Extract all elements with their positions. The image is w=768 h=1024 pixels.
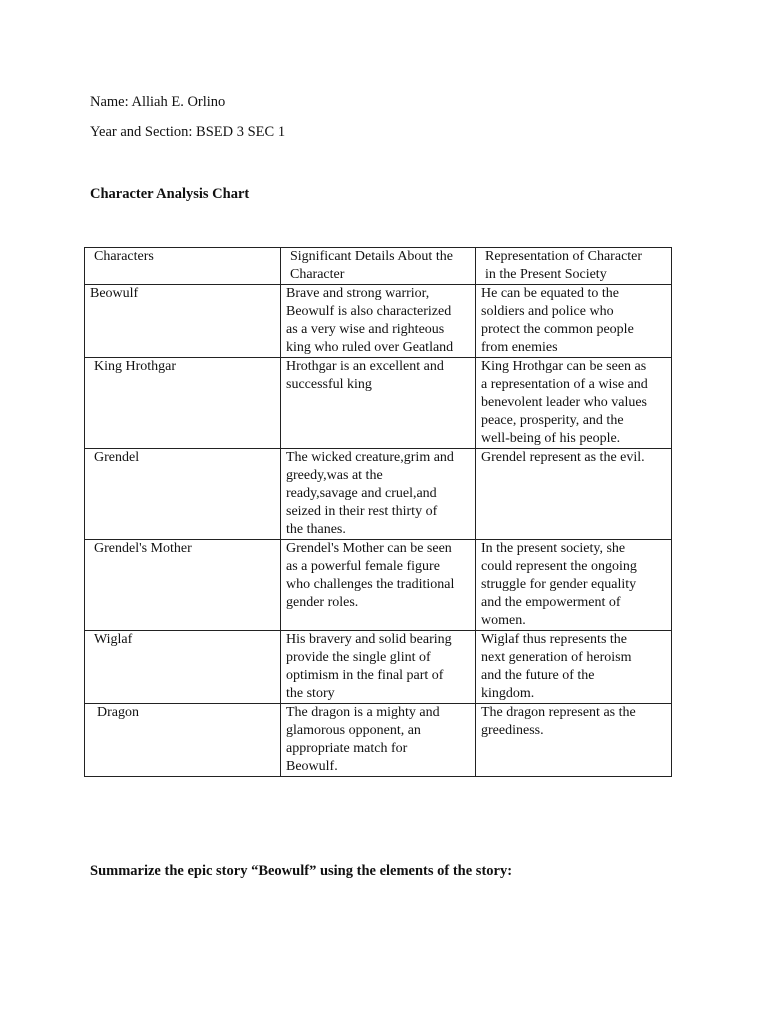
character-details: Grendel's Mother can be seen as a powerful female figure who challenges the traditional gender roles. <box>281 540 476 631</box>
header-characters: Characters <box>85 248 281 285</box>
table-row <box>85 631 672 704</box>
character-details: Hrothgar is an excellent and successful king <box>281 358 476 449</box>
summary-prompt: Summarize the epic story “Beowulf” using the elements of the story: <box>90 863 513 879</box>
character-representation: King Hrothgar can be seen as a representation of a wise and benevolent leader who values peace, prosperity, and the well-being of his people. <box>476 358 672 449</box>
character-representation: In the present society, she could represent the ongoing struggle for gender equality and the empowerment of women. <box>476 540 672 631</box>
header-significant-details: Significant Details About the Character <box>281 248 476 285</box>
table-row <box>85 540 672 631</box>
character-analysis-table <box>84 247 672 777</box>
table-header-row <box>85 248 672 285</box>
character-details: His bravery and solid bearing provide the single glint of optimism in the final part of the story <box>281 631 476 704</box>
header-representation: Representation of Character in the Present Society <box>476 248 672 285</box>
character-name: Wiglaf <box>85 631 281 704</box>
table-row <box>85 449 672 540</box>
table-row <box>85 358 672 449</box>
character-representation: Wiglaf thus represents the next generation of heroism and the future of the kingdom. <box>476 631 672 704</box>
character-name: Grendel <box>85 449 281 540</box>
character-details: The wicked creature,grim and greedy,was at the ready,savage and cruel,and seized in their rest thirty of the thanes. <box>281 449 476 540</box>
character-name: Dragon <box>85 704 281 777</box>
character-representation: The dragon represent as the greediness. <box>476 704 672 777</box>
chart-title: Character Analysis Chart <box>90 186 250 202</box>
character-details: The dragon is a mighty and glamorous opponent, an appropriate match for Beowulf. <box>281 704 476 777</box>
character-name: Grendel's Mother <box>85 540 281 631</box>
table-row <box>85 704 672 777</box>
character-representation: He can be equated to the soldiers and police who protect the common people from enemies <box>476 285 672 358</box>
table-row <box>85 285 672 358</box>
year-and-section: Year and Section: BSED 3 SEC 1 <box>90 124 286 140</box>
character-representation: Grendel represent as the evil. <box>476 449 672 540</box>
character-details: Brave and strong warrior, Beowulf is also characterized as a very wise and righteous king who ruled over Geatland <box>281 285 476 358</box>
character-name: Beowulf <box>85 285 281 358</box>
character-name: King Hrothgar <box>85 358 281 449</box>
student-name: Name: Alliah E. Orlino <box>90 94 226 110</box>
